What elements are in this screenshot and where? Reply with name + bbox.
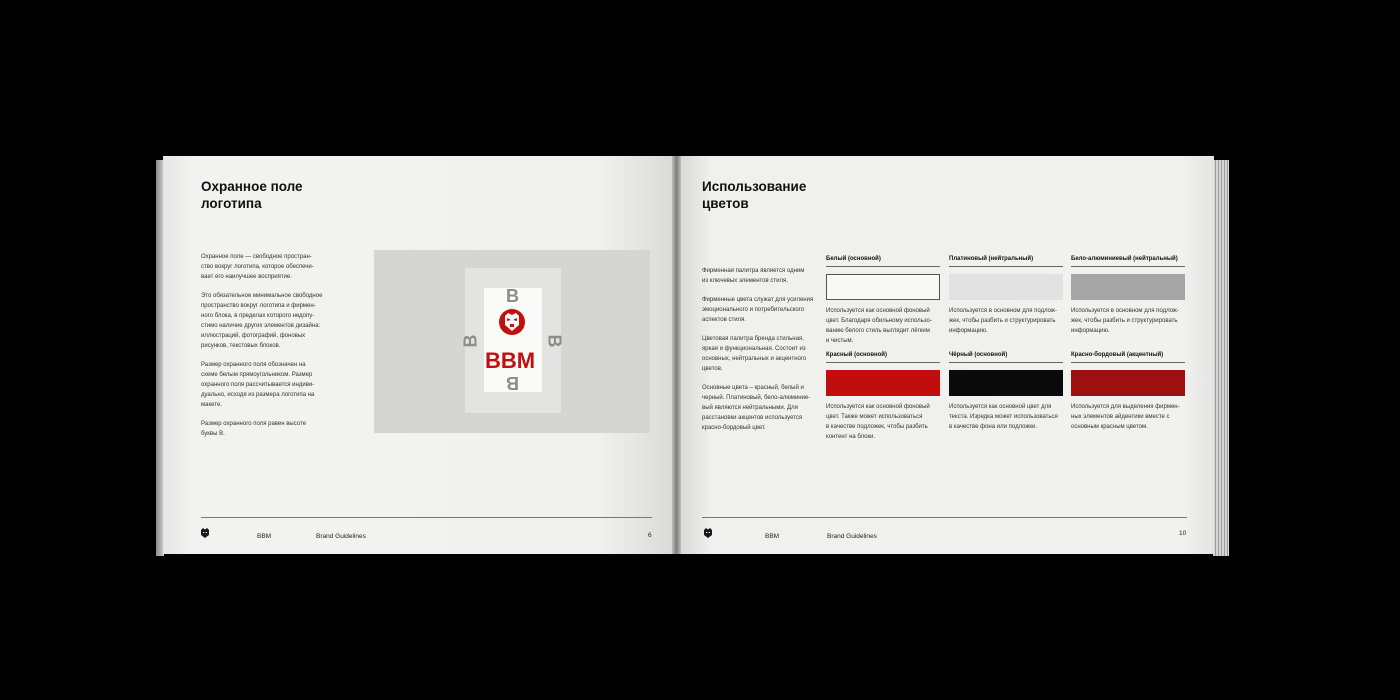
swatch-rule (826, 266, 940, 267)
swatch-desc-red: Используется как основной фоновый цвет. Также может использоваться в качестве подложек, чтобы разбить контент на блоки. (826, 404, 930, 440)
clear-space-diagram (374, 250, 650, 433)
swatch-label-burgundy: Красно-бордовый (акцентный) (1071, 352, 1164, 358)
guide-letter-bottom: B (506, 373, 519, 393)
left-footer-rule (201, 517, 652, 518)
swatch-label-red: Красный (основной) (826, 352, 887, 358)
right-title-line1: Использование (702, 179, 807, 194)
swatch-label-aluminium: Бело-алюминиевый (нейтральный) (1071, 256, 1178, 262)
swatch-label-black: Чёрный (основной) (949, 352, 1008, 358)
swatch-rule (826, 362, 940, 363)
swatch-rule (1071, 362, 1185, 363)
guide-letter-left: B (460, 334, 481, 348)
left-body-text (201, 252, 341, 448)
page-number: 6 (648, 532, 652, 539)
guide-letter-right: B (544, 334, 565, 348)
right-paragraph: Фирменные цвета служат для усиления эмоционального и потребительского аспектов стиля. (702, 297, 814, 323)
swatch-black (949, 370, 1063, 396)
guide-letter-top: B (506, 286, 519, 306)
right-page-title (702, 178, 806, 212)
right-body-text (702, 266, 820, 442)
swatch-rule (949, 266, 1063, 267)
left-title-line1: Охранное поле (201, 179, 303, 194)
footer-brand: BBM (765, 533, 780, 540)
swatch-rule (949, 362, 1063, 363)
book-gutter (672, 156, 681, 554)
swatch-label-white: Белый (основной) (826, 256, 881, 262)
right-page (679, 156, 1214, 554)
left-page-title (201, 178, 303, 212)
swatch-red (826, 370, 940, 396)
right-paragraph: Фирменная палитра является одним из ключевых элементов стиля. (702, 268, 805, 284)
left-paragraph: Размер охранного поля равен высоте буквы B. (201, 421, 307, 437)
left-paragraph: Это обязательное минимальное свободное пространство вокруг логотипа и фирмен- ного блока, в пределах которого недопу- стимо наличие других элементов дизайна: иллюстраций, фотографий, фоновых рисунков, текстовых блоков. (201, 293, 323, 349)
swatch-desc-white: Используется как основной фоновый цвет. Благодаря обильному использо- ванию белого стиль выглядит лёгким и чистым. (826, 308, 932, 344)
footer-doc-title: Brand Guidelines (316, 533, 366, 540)
swatch-white (826, 274, 940, 300)
swatch-aluminium (1071, 274, 1185, 300)
footer-brand: BBM (257, 533, 272, 540)
swatch-desc-burgundy: Используется для выделения фирмен- ных элементов айдентики вместе с основным красным цветом. (1071, 404, 1180, 430)
book-edge-right (1213, 160, 1229, 556)
swatch-desc-aluminium: Используется в основном для подлож- жек, чтобы разбить и структурировать информацию. (1071, 308, 1179, 334)
bbm-logo-wordmark: BBM (485, 348, 536, 373)
swatch-platinum (949, 274, 1063, 300)
right-title-line2: цветов (702, 196, 749, 211)
swatch-desc-platinum: Используется в основном для подлож- жек, чтобы разбить и структурировать информацию. (949, 308, 1057, 334)
page-number: 10 (1179, 530, 1187, 537)
bbm-mask-icon (498, 307, 526, 337)
left-title-line2: логотипа (201, 196, 262, 211)
bbm-mask-icon (704, 528, 712, 538)
swatch-desc-black: Используется как основной цвет для текста. Изредка может использоваться в качестве фона или подложки. (949, 404, 1058, 430)
footer-doc-title: Brand Guidelines (827, 533, 877, 540)
right-footer-rule (702, 517, 1187, 518)
swatch-rule (1071, 266, 1185, 267)
swatch-label-platinum: Платиновый (нейтральный) (949, 256, 1034, 262)
swatch-burgundy (1071, 370, 1185, 396)
right-paragraph: Основные цвета – красный, белый и черный. Платиновый, бело-алюминие- вый являются нейтральными. Для расстановки акцентов используется красно-бордовый цвет. (702, 385, 811, 431)
bbm-mask-icon (201, 528, 209, 538)
left-paragraph: Охранное поле — свободное простран- ство вокруг логотипа, которое обеспечи- вает его наилучшее восприятие. (201, 254, 314, 280)
right-paragraph: Цветовая палитра бренда стильная, яркая и функциональная. Состоит из основных, нейтральных и акцентного цветов. (702, 336, 807, 372)
left-paragraph: Размер охранного поля обозначен на схеме белым прямоугольником. Размер охранного поля рассчитывается индиви- дуально, исходя из размера логотипа на макете. (201, 362, 315, 408)
